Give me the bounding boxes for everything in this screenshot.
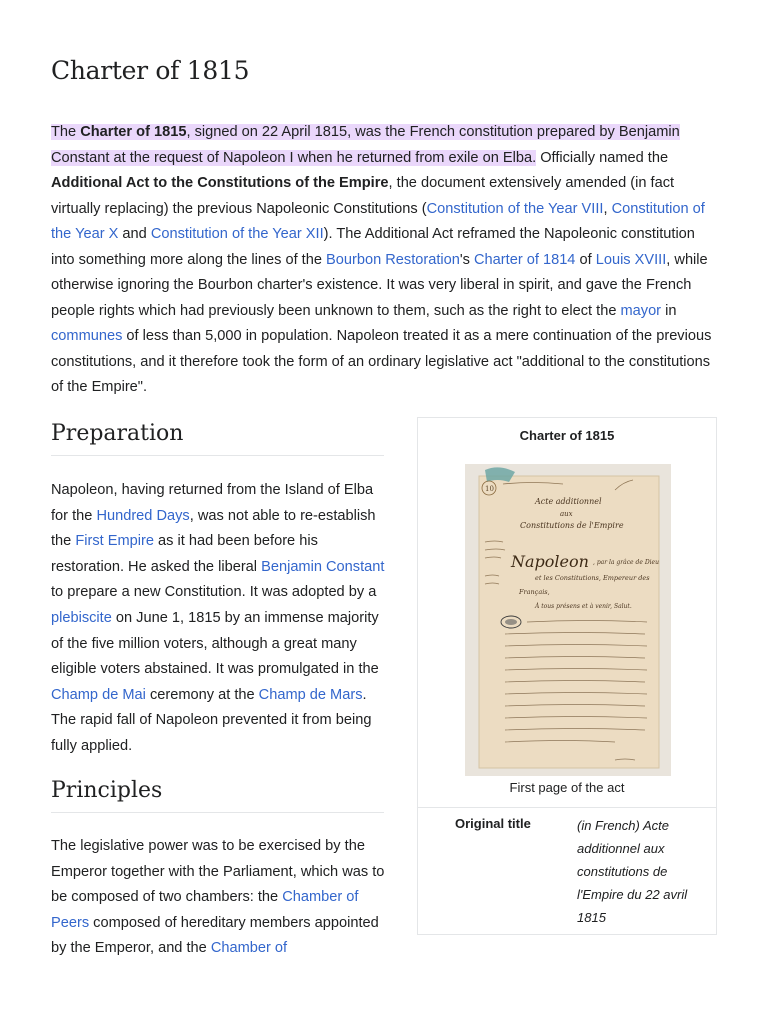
- intro-text: of: [575, 251, 596, 268]
- link-mayor[interactable]: mayor: [620, 302, 662, 319]
- bold-term-additional-act: Additional Act to the Constitutions of the Empire: [51, 175, 389, 191]
- prep-text: as it had been before his restoration. He asked the liberal: [51, 533, 318, 575]
- link-champ-de-mai[interactable]: Champ de Mai: [51, 686, 146, 703]
- original-title-label: Original title: [455, 816, 531, 831]
- doc-heading: aux: [560, 510, 573, 518]
- prep-text: , was not able to re-establish the: [51, 507, 376, 550]
- link-benjamin-constant[interactable]: Benjamin Constant: [261, 558, 385, 575]
- intro-text: The: [51, 124, 81, 140]
- bold-term-charter: Charter of 1815: [80, 124, 187, 140]
- page-title: Charter of 1815: [51, 56, 250, 85]
- principles-text: composed of hereditary members appointed by the Emperor, and the: [51, 914, 379, 957]
- link-charter-of-1814[interactable]: Charter of 1814: [474, 251, 576, 268]
- infobox: [417, 417, 717, 935]
- intro-text: , signed on 22 April 1815, was the French constitution prepared by Benjamin Constant at the request of Napoleon I when he returned from exile on Elba.: [51, 124, 680, 166]
- intro-paragraph: [51, 120, 719, 401]
- intro-text: in: [661, 302, 677, 319]
- doc-line: À tous présens et à venir, Salut.: [535, 603, 632, 610]
- svg-text:10: 10: [485, 485, 494, 493]
- doc-big-word: Napoleon: [511, 552, 589, 571]
- intro-text: of less than 5,000 in population. Napoleon treated it as a mere continuation of the previous constitutions, and it therefore took the form of an ordinary legislative act "additional to the constitutions of the Empire".: [51, 328, 712, 395]
- intro-text: 's: [459, 251, 475, 268]
- link-chamber-of-representatives[interactable]: Chamber of: [210, 940, 288, 957]
- intro-text: ). The Additional Act reframed the Napoleonic constitution into something more along the lines of the: [51, 226, 695, 268]
- doc-heading: Constitutions de l'Empire: [520, 521, 624, 530]
- link-bourbon-restoration[interactable]: Bourbon Restoration: [326, 251, 460, 268]
- intro-text: Officially named the: [536, 149, 669, 166]
- link-louis-xviii[interactable]: Louis XVIII: [595, 251, 667, 268]
- original-title-value: (in French) Acte additionnel aux constitutions de l'Empire du 22 avril 1815: [577, 818, 688, 925]
- infobox-title: Charter of 1815: [519, 428, 615, 443]
- document-image[interactable]: [465, 464, 671, 776]
- doc-line: , par la grâce de Dieu: [593, 559, 659, 566]
- link-chamber-of-peers[interactable]: Chamber of Peers: [51, 889, 359, 931]
- principles-text: The legislative power was to be exercised by the Emperor together with the Parliament, which was to be composed of two chambers: the: [51, 838, 385, 906]
- prep-text: to prepare a new Constitution. It was adopted by a: [51, 584, 377, 601]
- preparation-paragraph: [51, 478, 387, 760]
- intro-text: and: [118, 226, 151, 242]
- link-first-empire[interactable]: First Empire: [75, 533, 154, 550]
- doc-line: Français,: [519, 588, 550, 596]
- link-communes[interactable]: communes: [51, 328, 123, 344]
- link-hundred-days[interactable]: Hundred Days: [96, 507, 190, 524]
- document-image-drawing: [465, 464, 671, 776]
- link-constitution-year-viii[interactable]: Constitution of the Year VIII: [426, 200, 604, 217]
- link-champ-de-mars[interactable]: Champ de Mars: [258, 686, 363, 703]
- section-heading-principles: Principles: [51, 778, 384, 813]
- doc-heading: Acte additionnel: [535, 497, 602, 506]
- prep-text: ceremony at the: [145, 686, 259, 703]
- intro-text: , while otherwise ignoring the Bourbon charter's existence. It was very liberal in spirit, and gave the French people rights which had previously been unknown to them, such as the right to elect the: [51, 251, 708, 319]
- intro-text: ,: [603, 200, 612, 217]
- principles-paragraph: [51, 834, 387, 962]
- section-heading-preparation: Preparation: [51, 421, 384, 456]
- infobox-divider: [418, 807, 716, 808]
- doc-line: et les Constitutions, Empereur des: [535, 574, 650, 582]
- prep-text: on June 1, 1815 by an immense majority of the five million voters, although a great many eligible voters abstained. It was promulgated in the: [51, 609, 379, 678]
- infobox-caption: First page of the act: [509, 780, 625, 795]
- intro-text: , the document extensively amended (in fact virtually replacing) the previous Napoleonic Constitutions (: [51, 175, 675, 217]
- link-constitution-year-x[interactable]: Constitution of the Year X: [51, 200, 705, 242]
- link-plebiscite[interactable]: plebiscite: [51, 609, 112, 626]
- prep-text: Napoleon, having returned from the Island of Elba for the: [51, 482, 374, 524]
- prep-text: . The rapid fall of Napoleon prevented it from being fully applied.: [51, 686, 372, 754]
- link-constitution-year-xii[interactable]: Constitution of the Year XII: [150, 226, 324, 242]
